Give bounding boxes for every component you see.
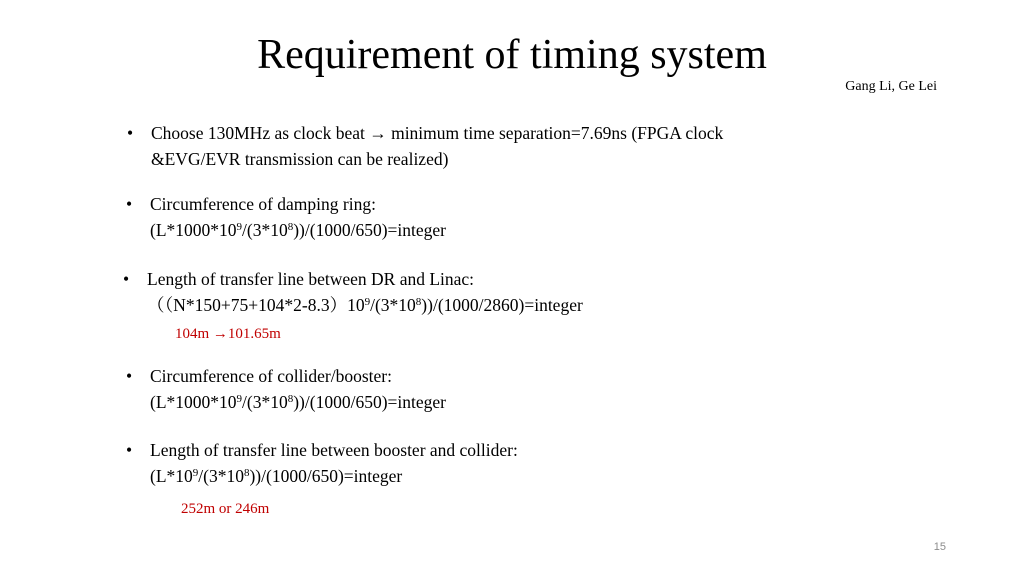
bullet-transfer-line-dr-linac: [123, 266, 583, 318]
bullet-text: Length of transfer line between booster and collider:: [150, 440, 518, 460]
slide-title: Requirement of timing system: [257, 32, 767, 78]
bullet-transfer-line-booster-collider: [126, 437, 518, 489]
bullet-dot: •: [127, 123, 134, 143]
formula: $(L*10^9/(3*10^8))/(1000/650)=integer$: [150, 466, 403, 486]
formula: $((N*150+75+104*2-8.3)10^9/(3*10^8))/(1000/2860)=integer$: [147, 295, 583, 315]
note-length-options: 252m or 246m: [181, 501, 270, 517]
author-names: Gang Li, Ge Lei: [845, 79, 937, 94]
bullet-collider-booster: [126, 363, 446, 415]
formula: $(L*1000*10^9/(3*10^8))/(1000/650)=integer$: [150, 392, 446, 412]
bullet-text: Choose 130MHz as clock beat → minimum time separation=7.69ns (FPGA clock: [151, 123, 724, 143]
bullet-text-continued: &EVG/EVR transmission can be realized): [151, 149, 449, 169]
bullet-dot: •: [126, 194, 133, 214]
bullet-clock-beat: [127, 120, 723, 172]
bullet-text: Circumference of damping ring:: [150, 194, 376, 214]
bullet-dot: •: [126, 440, 133, 460]
page-number: 15: [933, 541, 946, 553]
note-length-change: 104m →101.65m: [175, 326, 281, 342]
bullet-text: Length of transfer line between DR and Linac:: [147, 269, 475, 289]
bullet-dot: •: [126, 366, 133, 386]
formula: $(L*1000*10^9/(3*10^8))/(1000/650)=integer$: [150, 220, 446, 240]
bullet-damping-ring: [126, 191, 446, 243]
bullet-dot: •: [123, 269, 130, 289]
bullet-text: Circumference of collider/booster:: [150, 366, 392, 386]
